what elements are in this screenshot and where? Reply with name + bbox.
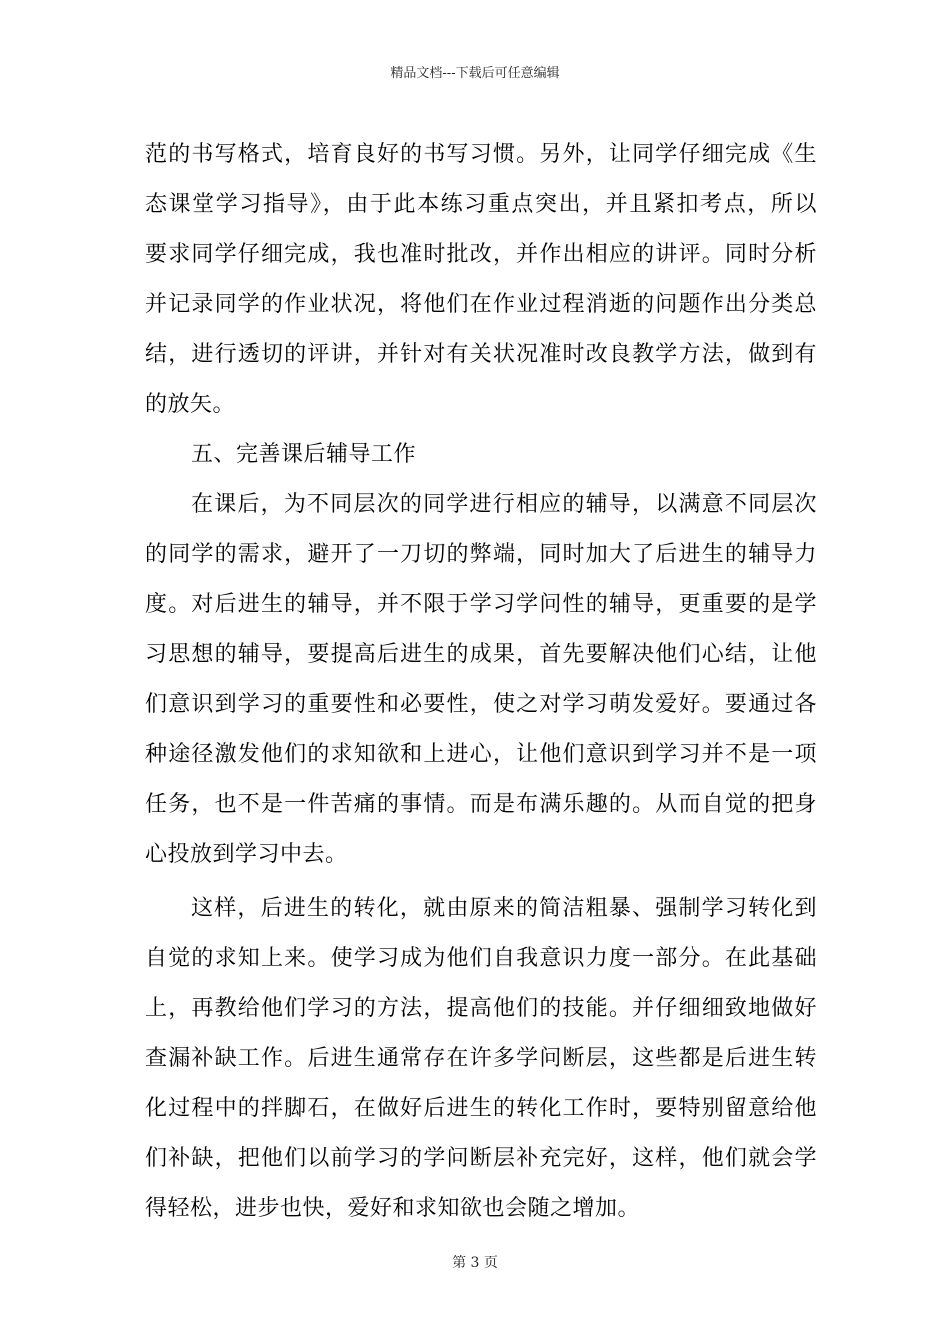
paragraph-line: 并记录同学的作业状况，将他们在作业过程消逝的问题作出分类总 xyxy=(145,292,817,317)
paragraph-line: 的同学的需求，避开了一刀切的弊端，同时加大了后进生的辅导力 xyxy=(145,542,817,567)
page-number: 第 3 页 xyxy=(452,1255,498,1271)
paragraph-line: 心投放到学习中去。 xyxy=(145,842,348,867)
paragraph-line: 查漏补缺工作。后进生通常存在许多学问断层，这些都是后进生转 xyxy=(145,1046,817,1071)
paragraph-line: 任务，也不是一件苦痛的事情。而是布满乐趣的。从而自觉的把身 xyxy=(145,792,817,817)
paragraph-line: 习思想的辅导，要提高后进生的成果，首先要解决他们心结，让他 xyxy=(145,642,817,667)
paragraph-line: 要求同学仔细完成，我也准时批改，并作出相应的讲评。同时分析 xyxy=(145,242,817,267)
paragraph-line: 们意识到学习的重要性和必要性，使之对学习萌发爱好。要通过各 xyxy=(145,692,817,717)
paragraph-line: 态课堂学习指导》，由于此本练习重点突出，并且紧扣考点，所以 xyxy=(145,192,817,217)
page-header: 精品文档---下载后可任意编辑 xyxy=(390,66,560,81)
paragraph-line: 自觉的求知上来。使学习成为他们自我意识力度一部分。在此基础 xyxy=(145,946,817,971)
paragraph-line: 上，再教给他们学习的方法，提高他们的技能。并仔细细致地做好 xyxy=(145,996,817,1021)
paragraph-line: 度。对后进生的辅导，并不限于学习学问性的辅导，更重要的是学 xyxy=(145,592,817,617)
paragraph-line: 结，进行透切的评讲，并针对有关状况准时改良教学方法，做到有 xyxy=(145,342,817,367)
paragraph-line: 化过程中的拌脚石，在做好后进生的转化工作时，要特别留意给他 xyxy=(145,1096,817,1121)
paragraph-line: 的放矢。 xyxy=(145,392,236,417)
paragraph-line: 在课后，为不同层次的同学进行相应的辅导，以满意不同层次 xyxy=(191,492,817,517)
paragraph-line: 这样，后进生的转化，就由原来的简洁粗暴、强制学习转化到 xyxy=(191,896,817,921)
paragraph-line: 种途径激发他们的求知欲和上进心，让他们意识到学习并不是一项 xyxy=(145,742,817,767)
section-heading: 五、完善课后辅导工作 xyxy=(191,442,417,467)
paragraph-line: 范的书写格式，培育良好的书写习惯。另外，让同学仔细完成《生 xyxy=(145,142,817,167)
paragraph-line: 得轻松，进步也快，爱好和求知欲也会随之增加。 xyxy=(145,1196,641,1221)
paragraph-line: 们补缺，把他们以前学习的学问断层补充完好，这样，他们就会学 xyxy=(145,1146,817,1171)
document-body xyxy=(145,130,817,1234)
